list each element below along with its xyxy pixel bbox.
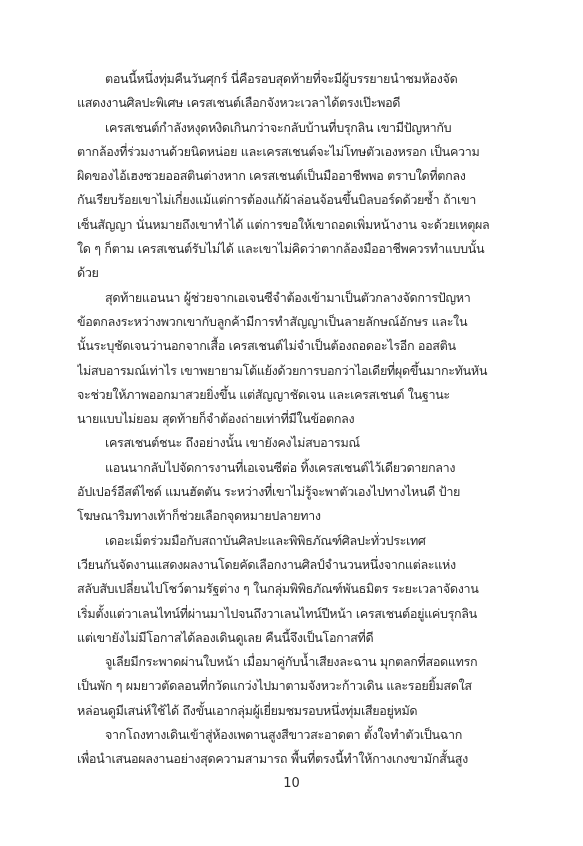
text-line: เริ่มตั้งแต่วาเลนไทน์ที่ผ่านมาไปจนถึงวาเลนไทน์ปีหน้า เครสเชนต์อยู่แค่บรุกลิน bbox=[77, 605, 477, 621]
text-line: ตอนนี้หนึ่งทุ่มคืนวันศุกร์ นี่คือรอบสุดท้ายที่จะมีผู้บรรยายนำชมห้องจัด bbox=[105, 71, 458, 86]
text-line: นายแบบไม่ยอม สุดท้ายก็จำต้องถ่ายเท่าที่มีในข้อตกลง bbox=[77, 411, 355, 427]
text-line: นั้นระบุชัดเจนว่านอกจากเสื้อ เครสเชนต์ไม่จำเป็นต้องถอดอะไรอีก ออสติน bbox=[77, 338, 456, 354]
text-line: เครสเชนต์ชนะ ถึงอย่างนั้น เขายังคงไม่สบอารมณ์ bbox=[105, 435, 360, 451]
text-line: ตากล้องที่ร่วมงานด้วยนิดหน่อย และเครสเชนต์จะไม่โทษตัวเองหรอก เป็นความ bbox=[77, 143, 480, 159]
text-line: เครสเชนต์กำลังหงุดหงิดเกินกว่าจะกลับบ้านที่บรุกลิน เขามีปัญหากับ bbox=[105, 119, 452, 135]
text-line: เพื่อนำเสนอผลงานอย่างสุดความสามารถ พื้นที่ตรงนี้ทำให้กางเกงขามักสั้นสูง bbox=[77, 751, 468, 767]
text-line: เดอะเม็ตร่วมมือกับสถาบันศิลปะและพิพิธภัณฑ์ศิลปะทั่วประเทศ bbox=[105, 532, 426, 548]
text-line: กันเรียบร้อยเขาไม่เกี่ยงแม้แต่การต้องแก้ผ้าล่อนจ้อนขึ้นบิลบอร์ดด้วยซ้ำ ถ้าเขา bbox=[77, 192, 476, 208]
text-line: สลับสับเปลี่ยนไปโชว์ตามรัฐต่าง ๆ ในกลุ่มพิพิธภัณฑ์พันธมิตร ระยะเวลาจัดงาน bbox=[77, 581, 479, 597]
text-line: เซ็นสัญญา นั่นหมายถึงเขาทำได้ แต่การขอให้เขาถอดเพิ่มหน้างาน จะด้วยเหตุผล bbox=[77, 216, 490, 232]
text-line: เวียนกันจัดงานแสดงผลงานโดยคัดเลือกงานศิลป์จำนวนหนึ่งจากแต่ละแห่ง bbox=[77, 556, 456, 572]
text-line: แอนนากลับไปจัดการงานที่เอเจนซีต่อ ทิ้งเครสเชนต์ไว้เดียวดายกลาง bbox=[105, 459, 456, 475]
text-line: จูเลียมีกระพาดผ่านใบหน้า เมื่อมาคู่กับน้ำเสียงละฉาน มุกตลกที่สอดแทรก bbox=[105, 654, 478, 670]
text-line: แต่เขายังไม่มีโอกาสได้ลองเดินดูเลย คืนนี้จึงเป็นโอกาสที่ดี bbox=[77, 629, 374, 645]
text-line: จากโถงทางเดินเข้าสู่ห้องเพดานสูงสีขาวสะอาดตา ตั้งใจทำตัวเป็นฉาก bbox=[105, 727, 462, 743]
text-line: อัปเปอร์อีสต์ไซด์ แมนฮัตตัน ระหว่างที่เขาไม่รู้จะพาตัวเองไปทางไหนดี ป้าย bbox=[77, 484, 461, 500]
text-line: สุดท้ายแอนนา ผู้ช่วยจากเอเจนซีจำต้องเข้ามาเป็นตัวกลางจัดการปัญหา bbox=[105, 289, 471, 305]
text-line: ด้วย bbox=[77, 265, 99, 281]
text-line: ผิดของไอ้เฮงซวยออสตินต่างหาก เครสเชนต์เป็นมืออาชีพพอ ตราบใดที่ตกลง bbox=[77, 168, 466, 184]
text-line: โฆษณาริมทางเท้าก็ช่วยเลือกจุดหมายปลายทาง bbox=[77, 508, 321, 524]
text-line: เป็นพัก ๆ ผมยาวตัดลอนที่กวัดแกว่งไปมาตามจังหวะก้าวเดิน และรอยยิ้มสดใส bbox=[77, 678, 472, 694]
text-line: ไม่สบอารมณ์เท่าไร เขาพยายามโต้แย้งด้วยการบอกว่าไอเดียที่ผุดขึ้นมากะทันหัน bbox=[77, 362, 488, 378]
body-text bbox=[77, 67, 507, 772]
text-line: ใด ๆ ก็ตาม เครสเชนต์รับไม่ได้ และเขาไม่คิดว่าตากล้องมืออาชีพควรทำแบบนั้น bbox=[77, 241, 485, 257]
page-number: 10 bbox=[283, 776, 300, 791]
text-line: ข้อตกลงระหว่างพวกเขากับลูกค้ามีการทำสัญญาเป็นลายลักษณ์อักษร และใน bbox=[77, 313, 468, 329]
text-line: จะช่วยให้ภาพออกมาสวยยิ่งขึ้น แต่สัญญาชัดเจน และเครสเชนต์ ในฐานะ bbox=[77, 386, 450, 402]
text-line: แสดงงานศิลปะพิเศษ เครสเชนต์เลือกจังหวะเวลาได้ตรงเป๊ะพอดี bbox=[77, 95, 401, 111]
text-line: หล่อนดูมีเสน่ห์ใช้ได้ ถึงขั้นเอากลุ่มผู้เยี่ยมชมรอบหนึ่งทุ่มเสียอยู่หมัด bbox=[77, 702, 418, 718]
